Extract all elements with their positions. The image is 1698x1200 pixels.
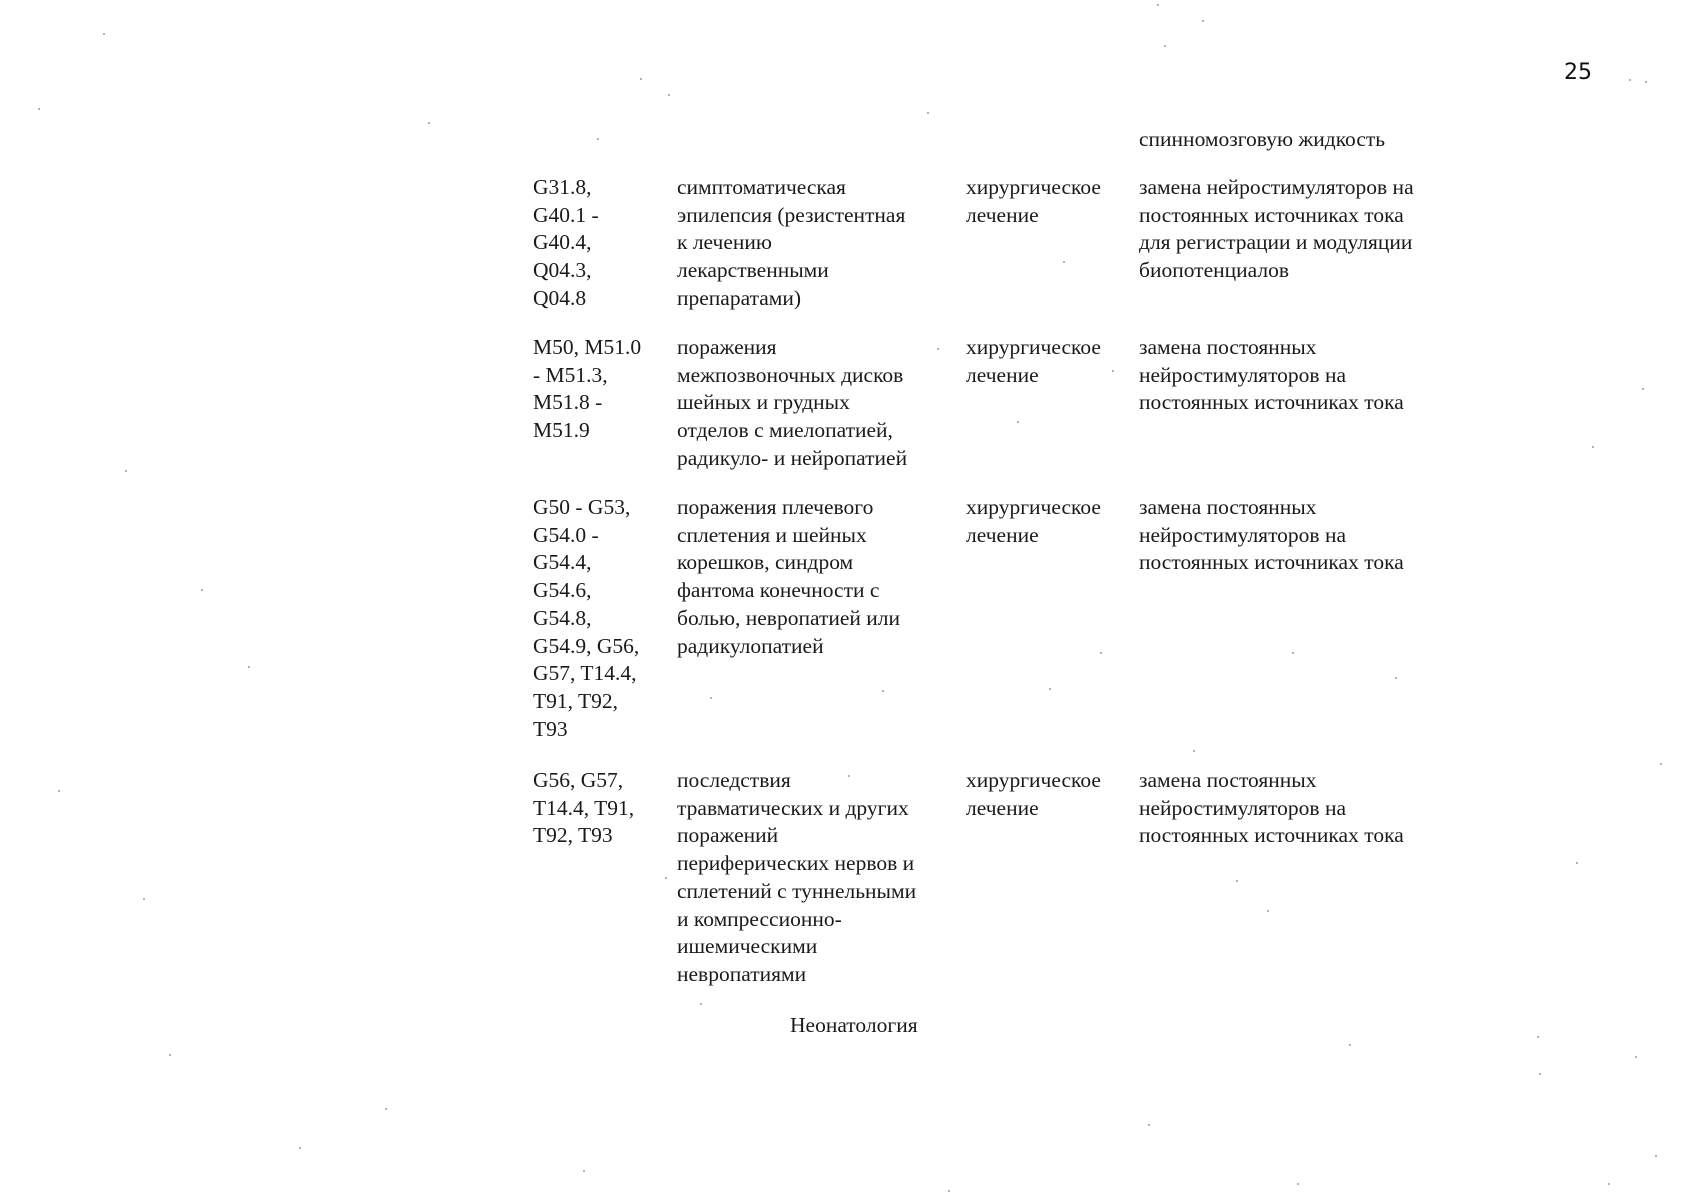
- row-3-diagnosis: поражения плечевого сплетения и шейных корешков, синдром фантома конечности с болью, невропатией или радикулопатией: [677, 495, 901, 658]
- scan-speck: [710, 697, 712, 699]
- scan-speck: [38, 108, 40, 110]
- scan-speck: [583, 1170, 585, 1172]
- scan-speck: [1063, 261, 1065, 263]
- row-4-treatment: хирургическое лечение: [966, 768, 1101, 820]
- scan-speck: [103, 33, 105, 35]
- scan-speck: [1608, 1183, 1610, 1185]
- row-2-treatment: хирургическое лечение: [966, 335, 1101, 387]
- row-3-treatment: хирургическое лечение: [966, 495, 1101, 547]
- scan-speck: [882, 690, 884, 692]
- scan-speck: [1592, 446, 1594, 448]
- scan-speck: [948, 1190, 950, 1192]
- row-4-codes: G56, G57, T14.4, T91, T92, T93: [533, 768, 635, 848]
- scan-speck: [1576, 862, 1578, 864]
- scan-speck: [1297, 1183, 1299, 1185]
- scan-speck: [1629, 79, 1631, 81]
- row-2-codes: M50, M51.0 - M51.3, M51.8 - M51.9: [533, 335, 642, 443]
- scan-speck: [125, 470, 127, 472]
- scan-speck: [640, 78, 642, 80]
- row-1-method: замена нейростимуляторов на постоянных источниках тока для регистрации и модуляции биопотенциалов: [1139, 175, 1414, 283]
- scan-speck: [927, 112, 929, 114]
- row-1-codes: G31.8, G40.1 - G40.4, Q04.3, Q04.8: [533, 175, 599, 310]
- scan-speck: [1157, 4, 1159, 6]
- row-1-treatment: хирургическое лечение: [966, 175, 1101, 227]
- scan-speck: [1017, 421, 1019, 423]
- scan-speck: [1164, 45, 1166, 47]
- scan-speck: [385, 1108, 387, 1110]
- scan-speck: [1660, 763, 1662, 765]
- scan-speck: [937, 348, 939, 350]
- row-3-method: замена постоянных нейростимуляторов на постоянных источниках тока: [1139, 495, 1404, 575]
- scan-speck: [201, 589, 203, 591]
- row-2-method: замена постоянных нейростимуляторов на постоянных источниках тока: [1139, 335, 1404, 415]
- scan-speck: [169, 1054, 171, 1056]
- scan-speck: [1349, 1044, 1351, 1046]
- scan-speck: [1267, 910, 1269, 912]
- continuation-text: спинномозговую жидкость: [1139, 127, 1386, 151]
- section-title: Неонатология: [790, 1013, 918, 1037]
- scan-speck: [1292, 652, 1294, 654]
- scan-speck: [597, 138, 599, 140]
- scan-speck: [1236, 880, 1238, 882]
- scan-speck: [1100, 652, 1102, 654]
- scan-speck: [1148, 1124, 1150, 1126]
- scan-speck: [848, 775, 850, 777]
- scan-speck: [1539, 1073, 1541, 1075]
- scan-speck: [248, 666, 250, 668]
- scan-speck: [1202, 20, 1204, 22]
- scan-speck: [1112, 370, 1114, 372]
- scan-speck: [58, 790, 60, 792]
- scan-speck: [143, 898, 145, 900]
- row-2-diagnosis: поражения межпозвоночных дисков шейных и грудных отделов с миелопатией, радикуло- и нейропатией: [677, 335, 908, 470]
- scan-speck: [1645, 81, 1647, 83]
- scan-speck: [299, 1147, 301, 1149]
- row-3-codes: G50 - G53, G54.0 - G54.4, G54.6, G54.8, G54.9, G56, G57, T14.4, T91, T92, T93: [533, 495, 640, 741]
- scan-speck: [668, 94, 670, 96]
- page-number: 25: [1564, 60, 1592, 85]
- scan-speck: [1642, 388, 1644, 390]
- scan-speck: [428, 122, 430, 124]
- scan-speck: [1655, 1155, 1657, 1157]
- scan-speck: [700, 1003, 702, 1005]
- scan-speck: [1635, 1056, 1637, 1058]
- row-1-diagnosis: симптоматическая эпилепсия (резистентная к лечению лекарственными препаратами): [677, 175, 906, 310]
- scan-speck: [1049, 688, 1051, 690]
- row-4-diagnosis: последствия травматических и других поражений периферических нервов и сплетений с туннельными и компрессионно- ишемическими невропатиями: [677, 768, 917, 986]
- row-4-method: замена постоянных нейростимуляторов на постоянных источниках тока: [1139, 768, 1404, 848]
- scan-speck: [665, 877, 667, 879]
- scan-speck: [1395, 677, 1397, 679]
- scan-speck: [1537, 1036, 1539, 1038]
- scan-speck: [1193, 750, 1195, 752]
